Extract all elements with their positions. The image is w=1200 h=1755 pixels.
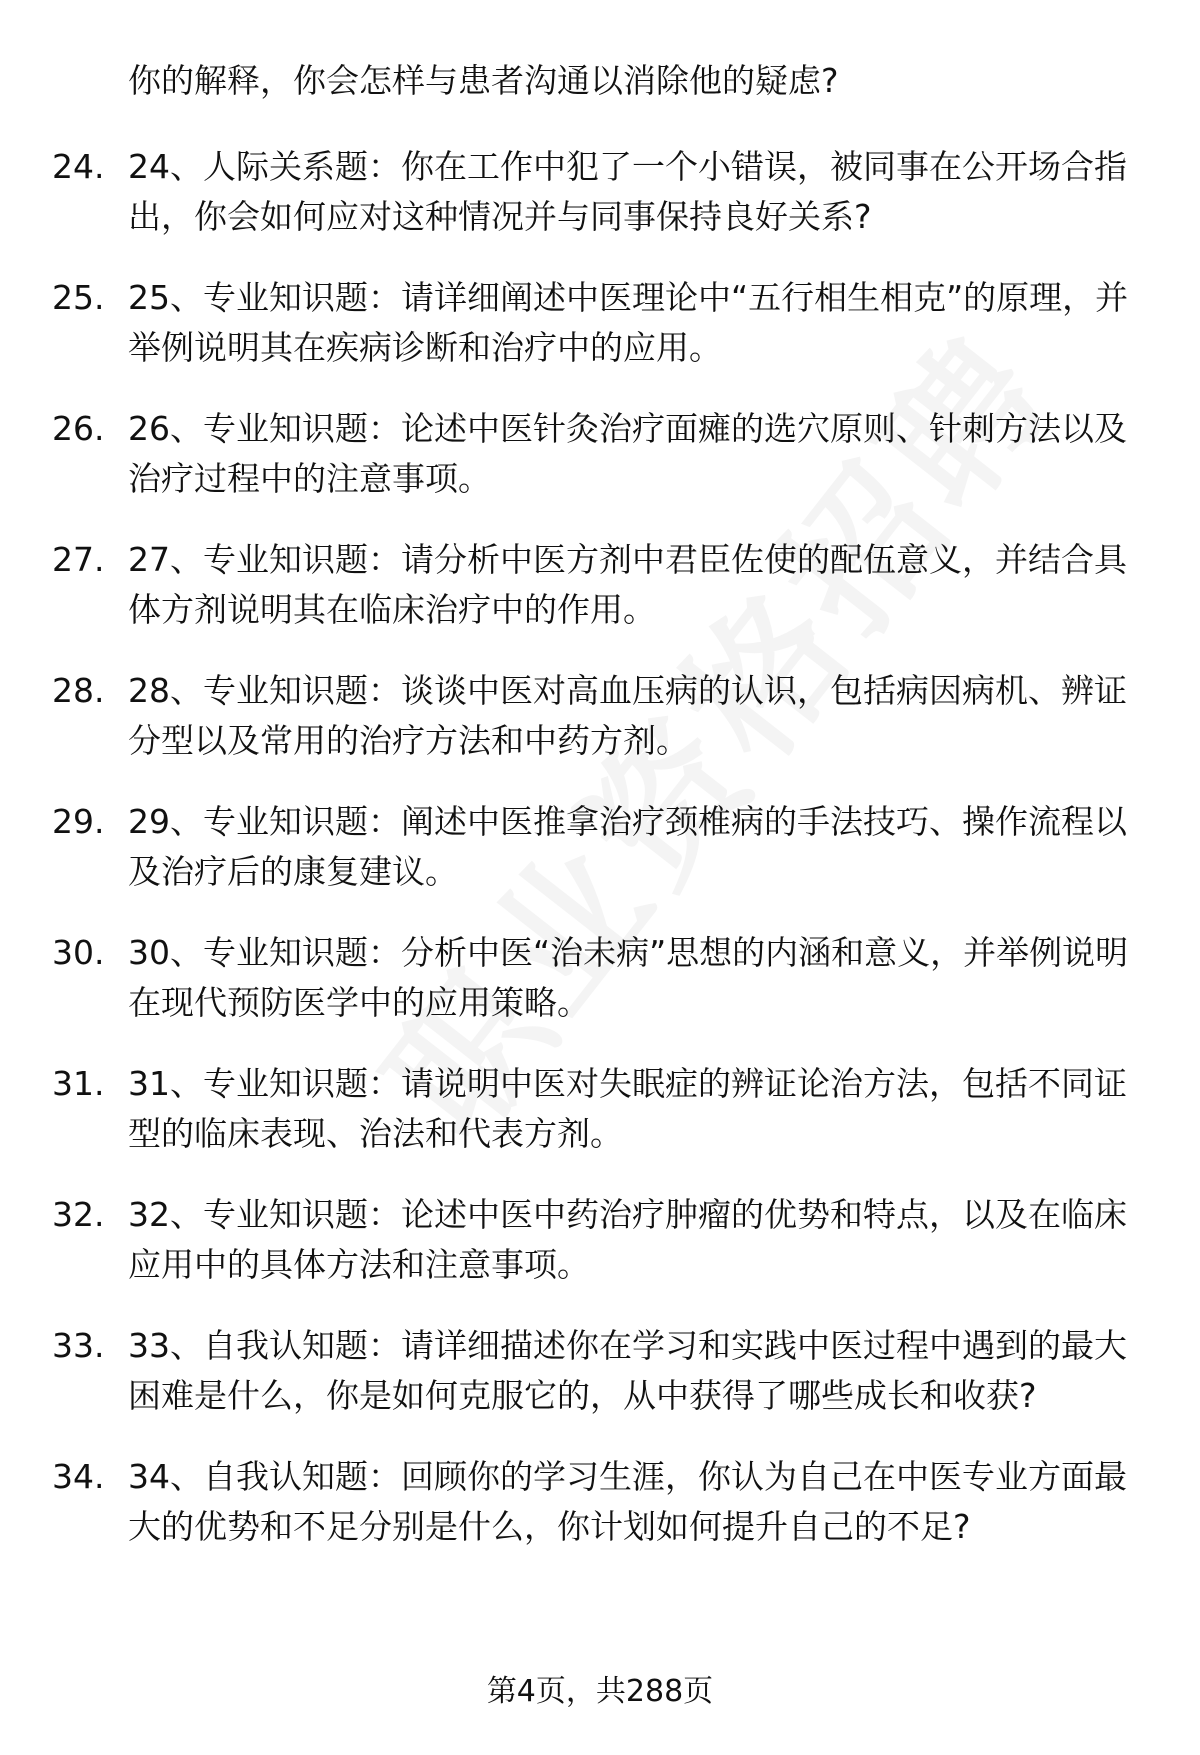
- question-number: 31.: [52, 1064, 105, 1103]
- question-number: 28.: [52, 671, 105, 710]
- question-number: 24.: [52, 147, 105, 186]
- question-number: 32.: [52, 1195, 105, 1234]
- question-item: [0, 1321, 1148, 1421]
- page-footer: 第4页，共288页: [486, 1674, 714, 1709]
- question-item: [0, 404, 1148, 504]
- question-item: [0, 535, 1148, 635]
- question-text: 28、专业知识题：谈谈中医对高血压病的认识，包括病因病机、辨证分型以及常用的治疗方法和中药方剂。: [128, 671, 1127, 760]
- question-item: [0, 666, 1148, 766]
- continuation-paragraph: 你的解释，你会怎样与患者沟通以消除他的疑虑?: [128, 61, 839, 100]
- question-text: 24、人际关系题：你在工作中犯了一个小错误，被同事在公开场合指出，你会如何应对这种情况并与同事保持良好关系?: [128, 147, 1127, 236]
- question-item: [0, 1190, 1148, 1290]
- question-text: 34、自我认知题：回顾你的学习生涯，你认为自己在中医专业方面最大的优势和不足分别是什么，你计划如何提升自己的不足?: [128, 1457, 1127, 1546]
- question-list: [0, 142, 1200, 1583]
- question-text: 27、专业知识题：请分析中医方剂中君臣佐使的配伍意义，并结合具体方剂说明其在临床治疗中的作用。: [128, 540, 1127, 629]
- question-number: 27.: [52, 540, 105, 579]
- question-number: 29.: [52, 802, 105, 841]
- question-item: [0, 273, 1148, 373]
- question-number: 34.: [52, 1457, 105, 1496]
- question-number: 25.: [52, 278, 105, 317]
- question-item: [0, 1452, 1148, 1552]
- question-item: [0, 142, 1148, 242]
- question-text: 32、专业知识题：论述中医中药治疗肿瘤的优势和特点，以及在临床应用中的具体方法和注意事项。: [128, 1195, 1127, 1284]
- question-text: 30、专业知识题：分析中医“治未病”思想的内涵和意义，并举例说明在现代预防医学中的应用策略。: [128, 933, 1129, 1022]
- question-text: 25、专业知识题：请详细阐述中医理论中“五行相生相克”的原理，并举例说明其在疾病诊断和治疗中的应用。: [128, 278, 1129, 367]
- question-number: 33.: [52, 1326, 105, 1365]
- question-text: 29、专业知识题：阐述中医推拿治疗颈椎病的手法技巧、操作流程以及治疗后的康复建议。: [128, 802, 1127, 891]
- question-text: 33、自我认知题：请详细描述你在学习和实践中医过程中遇到的最大困难是什么，你是如何克服它的，从中获得了哪些成长和收获?: [128, 1326, 1127, 1415]
- question-text: 26、专业知识题：论述中医针灸治疗面瘫的选穴原则、针刺方法以及治疗过程中的注意事项。: [128, 409, 1127, 498]
- question-number: 26.: [52, 409, 105, 448]
- question-item: [0, 1059, 1148, 1159]
- question-number: 30.: [52, 933, 105, 972]
- question-item: [0, 928, 1148, 1028]
- question-item: [0, 797, 1148, 897]
- question-text: 31、专业知识题：请说明中医对失眠症的辨证论治方法，包括不同证型的临床表现、治法和代表方剂。: [128, 1064, 1127, 1153]
